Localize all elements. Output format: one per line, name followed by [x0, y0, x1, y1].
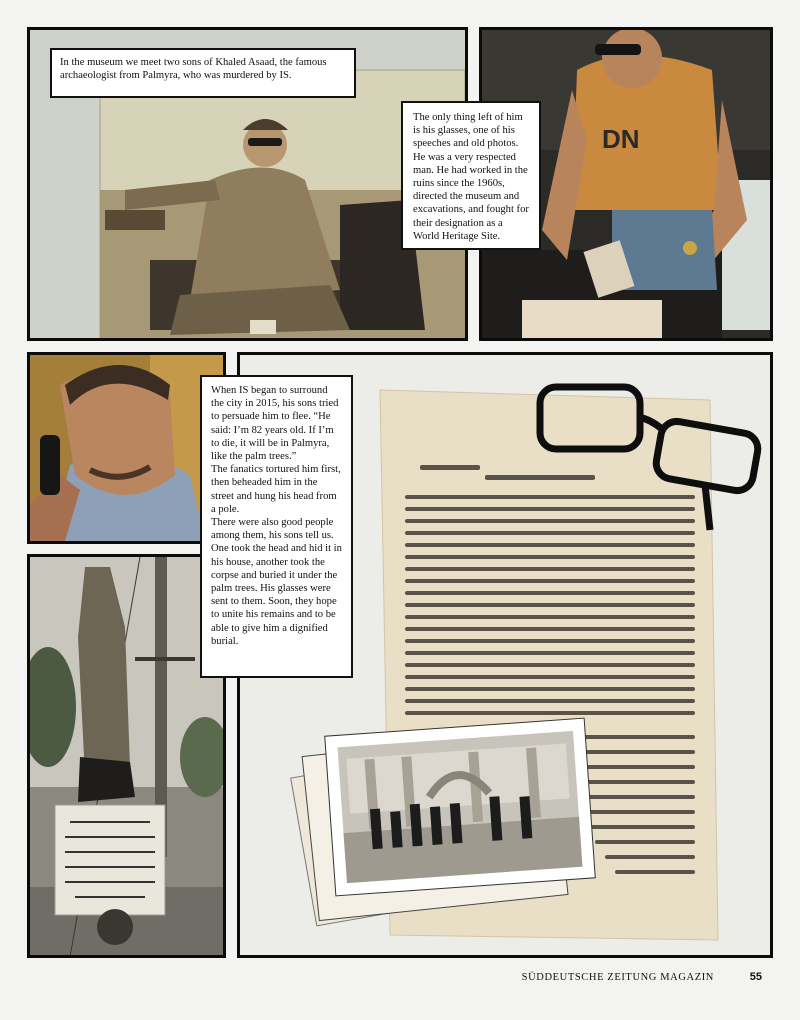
- caption-museum: [50, 48, 356, 98]
- page-number: 55: [749, 971, 762, 983]
- caption-glasses-text: The only thing left of him is his glasses, one of his speeches and old photos. He was a very respected man. He had worked in the ruins since the 1960s, directed the museum and excavations, and fought for their designation as a World Heritage Site.: [413, 112, 529, 242]
- old-photo-stack: [291, 718, 596, 926]
- svg-text:DN: DN: [602, 124, 640, 154]
- page-footer: [0, 972, 800, 992]
- caption-museum-text: In the museum we meet two sons of Khaled Asaad, the famous archaeologist from Palmyra, who was murdered by IS.: [60, 57, 327, 82]
- magazine-name: SÜDDEUTSCHE ZEITUNG MAGAZIN: [521, 972, 714, 983]
- panel-street-scene: [27, 554, 226, 958]
- photo-street-scene: [30, 557, 223, 955]
- caption-glasses: [401, 101, 541, 250]
- panel-son-on-phone: [27, 352, 226, 544]
- caption-story-paragraph-3: There were also good people among them, his sons tell us. One took the head and hid it in his house, another took the corpse and buried it under the palm trees. His glasses were sent to them. Soon, they hope to unite his remains and to be able to give him a dignified burial.: [211, 517, 342, 647]
- caption-story-paragraph-2: The fanatics tortured him first, then beheaded him in the street and hung his head from a pole.: [211, 464, 341, 515]
- caption-story-paragraph-1: When IS began to surround the city in 2015, his sons tried to persuade him to flee. “He said: I’m 82 years old. If I’m to die, it will be in Palmyra, like the palm trees.”: [211, 385, 339, 463]
- caption-story: [200, 375, 353, 678]
- photo-son-on-phone: [30, 355, 223, 541]
